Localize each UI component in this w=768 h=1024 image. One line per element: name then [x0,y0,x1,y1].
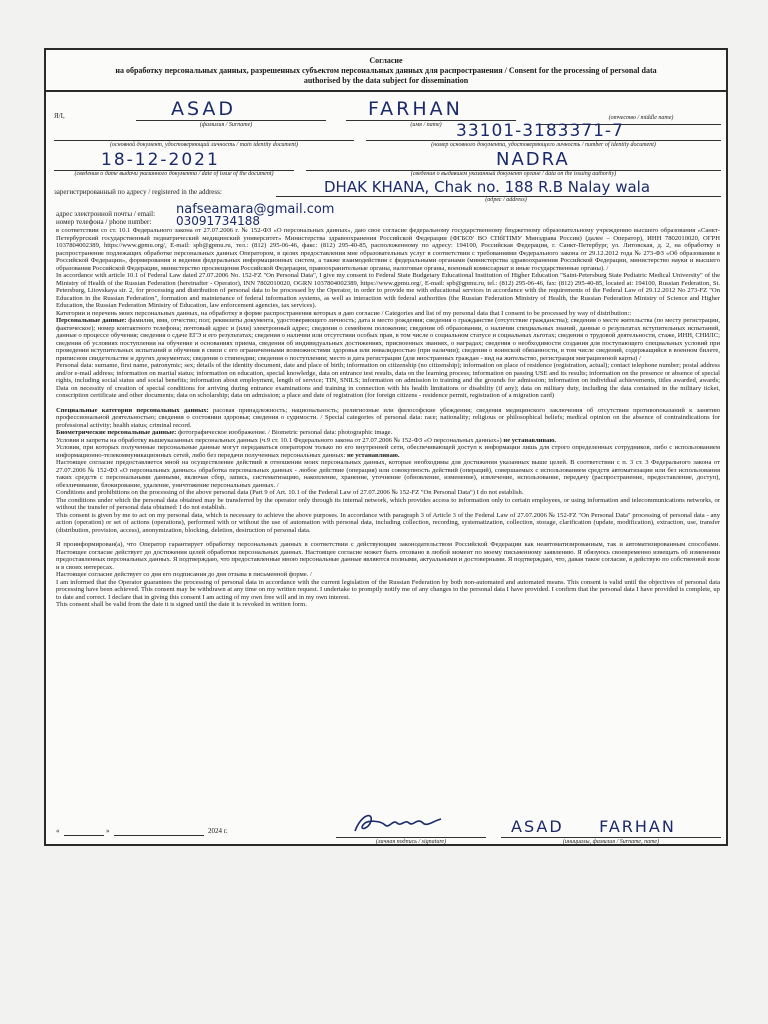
date-year: 2024 г. [208,827,228,835]
personal-data-ru-text: фамилия, имя, отчество; пол; реквизиты документа, удостоверяющего личность; дата и место рождения; сведения о гражданстве (отсутствие гражданства); сведения о месте жительства (по месту регистрации, фактическое); номер контактного телефона; почтовый адрес и (или) электронный адрес; сведения о семейном положении; сведения об образовании, о наличии специальных знаний, данные о результатах вступительных испытаний, данные о процессе обучения; сведения о сдаче ЕГЭ и его результатах; сведения о наличии или отсутствии особых прав, в том числе о социальном статусе и социальных льготах; сведения о трудовой деятельности, стаже, ИНН, СНИЛС; сведения об условиях поступления на обучение и основаниях приема, сведения об индивидуальных достижениях, присвоенных званиях, о наградах; сведения о необходимости создания для поступающего специальных условий при проведении вступительных испытаний и обучения в связи с его ограниченными возможностями здоровья или инвалидностью (при наличии); сведения о воинской обязанности, в том числе сведений, содержащийся в военном билете, приписном свидетельстве и других документах; сведения о стипендии; сведения о поступлении; место и дата регистрации (для иностранных граждан - вид на жительство, регистрация миграционной карты) / [56,317,721,362]
address-caption: (адрес / address) [485,197,527,203]
signer-name-caption: (инициалы, фамилия / Surname, name) [562,839,660,845]
issuer-value: NADRA [496,149,570,170]
i-label: Я/I, [54,112,65,120]
special-categories-label: Специальные категории персональных данных: [56,406,209,414]
conditions-ru-text: Условия и запреты на обработку вышеуказанных персональных данных (ч.9 ст. 10.1 Федерального закона от 27.07.2006 № 152-ФЗ «О персональных данных») [56,436,502,444]
en-intro-paragraph: In accordance with article 10.1 of Federal Law dated 27.07.2006 No. 152-FZ "On Personal Data", I give my consent to Federal State Budgetary Educational Institution of Higher Education "Saint-Petersburg State Pediatric Medical University" of the Ministry of Health of the Russian Federation (hereinafter - Operator), INN 7802010020, OGRN 1037804002389, https://www.gpmu.org/, E-mail: spb@gpmu.ru, tel.: (812) 295-06-46, fax: (812) 295-40-85, located at: 194100, Russian Federation, St. Petersburg, Litovskaya str. 2, for processing and distribution of personal data to be processed by the Operator, in order to provide me with educational services in accordance with the requirements of the Federal Law of 29.12.2012 No 273-FZ "On Education in the Russian Federation", formation and maintenance of federal information systems, as well as interaction with federal authorities (the Russian Federation Ministry of Health, the Russian Federation Ministry of Science and Higher Education, the Russian Federation Ministry of Education, law enforcement agencies, tax services). [56,272,720,309]
ru-intro-paragraph: в соответствии со ст. 10.1 Федерального закона от 27.07.2006 г. № 152-ФЗ «О персональных данных», даю свое согласие федеральному государственному бюджетному образовательному учреждению высшего образования «Санкт-Петербургский государственный педиатрический медицинский университет» Министерства здравоохранения Российской Федерации (ФГБОУ ВО СПбГПМУ Минздрава России) (далее – Оператор), ИНН 7802010020, ОГРН 1037804002389, https://www.gpmu.org/, E-mail: spb@gpmu.ru, тел.: (812) 295-06-46, факс: (812) 295-40-85, расположенному по адресу: 194100, Российская Федерация, г. Санкт-Петербург, ул. Литовская, д. 2, на обработку и распространение подлежащих обработке персональных данных Оператором, в целях предоставления мне образовательных услуг в соответствии с требованиями Федерального закона от 29.12.2012 года № 273-ФЗ «Об образовании в Российской Федерации», формирования и ведения федеральных информационных систем, а также взаимодействия с федеральными органами (министерства здравоохранения Российской Федерации, министерство науки и высшего образования Российской Федерации, министерство просвещения Российской Федерации, правоохранительные органы, налоговые органы, военный комиссариат и иные государственные органы). / [56,227,720,272]
surname-line [136,120,326,121]
acknowledge-ru-paragraph: Я проинформирован(а), что Оператор гарантирует обработку персональных данных в соответствии с действующим законодательством Российской Федерации как неавтоматизированным, так и автоматизированным способами. Настоящее согласие действует до достижения целей обработки персональных данных. Настоящее согласие может быть отозвано в любой момент по моему письменному заявлению. Я обязуюсь своевременно извещать об изменении предоставленных персональных данных. Я подтверждаю, что предоставленные мною персональные данные являются полными, актуальными и достоверными. Я подтверждаю, что, давая такое согласие, я действую по собственной воле и в своих интересах. [56,541,720,571]
form-title: Согласие [369,56,403,65]
validity-en-paragraph: This consent shall be valid from the date it is signed until the date it is revoked in written form. [56,601,307,608]
issue-date-caption: (сведения о дате выдачи указанного документа / date of issue of the document) [74,171,274,177]
biometric-label: Биометрические персональные данные: [56,429,177,436]
signature-line [336,837,486,838]
patronymic-value: 33101-3183371-7 [456,121,624,141]
spacer [56,534,720,541]
transfer-ru-paragraph [56,444,720,459]
conditions-ru-paragraph [56,437,720,445]
date-open-quote: « [56,827,60,835]
consent-en-paragraph: This consent is given by me to act on my personal data, which is necessary to achieve the above purposes. In accordance with paragraph 3 of Article 3 of the Federal Law of 27.07.2006 № 152-FZ "On Personal Data" processing of personal data - any action (operation) or set of actions (operations), performed with or without the use of automation with personal data, including collection, recording, systematization, collection, storage, clarification (update, modification), extraction, use, transfer (distribution, provision, access), anonymization, blocking, deletion, destruction of personal data. [56,511,720,534]
patronymic-caption: (отчество / middle name) [608,115,674,121]
consent-body [56,227,720,609]
conditions-en-paragraph: Conditions and prohibitions on the processing of the above personal data (Part 9 of Art. 10.1 of the Federal Law of 27.07.2006 № 152-FZ "On Personal Data") I do not establish. [56,489,524,496]
email-value: nafseamara@gmail.com [176,202,335,217]
date-day-line [64,835,104,836]
consent-ru-paragraph: Настоящее согласие предоставляется мной на осуществление действий в отношении моих персональных данных, которые необходимы для достижения указанных выше целей. В соответствии с п. 3 ст. 3 Федерального закона от 27.07.2006 № 152-ФЗ «О персональных данных» обработка персональных данных - любое действие (операция) или совокупность действий (операций), совершаемых с использованием средств автоматизации или без использования таких средств с персональными данными, включая сбор, запись, систематизацию, накопление, хранение, уточнение (обновление, изменение), извлечение, использование, передачу (распространение, предоставление, доступ), обезличивание, блокирование, удаление, уничтожение персональных данных. / [56,459,720,489]
personal-data-en-paragraph: Personal data: surname, first name, patronymic; sex; details of the identity document, date and place of birth; information on citizenship (no citizenship); information on place of residence (registration, actual); contact telephone number; postal address and/or e-mail address; information on marital status; information on education, special knowledge, data on entrance test results, data on the learning process; information on passing USE and its results; information on the presence or absence of special rights, including social status and social benefits; information about employment, length of service; TIN, SNILS; information on admission to training and the grounds for admission; information on individual achievements, titles awarded, awards; Data on necessity of creation of special conditions for arriving during entrance examinations and training in connection with his health limitations or disability (if any); data on military duty, including the data contained in the military ticket, conscription certificate and other documents; data on scholarship; data on admission; a place and date of registration (for foreign citizens - residence permit, registration of a migration card) [56,362,720,399]
biometric-text: фотографическое изображение. / Biometric personal data: photographic image. [178,429,393,436]
phone-value: 03091734188 [176,214,260,228]
personal-data-ru-label: Персональные данные: [56,317,127,324]
transfer-ru-answer: не устанавливаю. [346,451,400,459]
spacer [56,400,720,407]
document-number-caption: (номер основного документа, удостоверяющего личность / number of identity document) [431,142,656,148]
document-line [54,140,354,141]
email-label: адрес электронной почты / email: [56,210,156,218]
issuer-caption: (сведения о выдавшем указанный документ органе / data on the issuing authority) [410,171,617,177]
conditions-ru-answer: не устанавливаю. [503,436,557,444]
personal-data-ru-paragraph [56,317,720,362]
acknowledge-en-paragraph: I am informed that the Operator guarantees the processing of personal data in accordance with the current legislation of the Russian Federation by both non-automated and automated means. This consent is valid until the objectives of personal data processing have been achieved. This consent may be withdrawn at any time on my written request. I undertake to promptly notify me of any changes to the personal data I have provided. I confirm that the personal data I have provided is complete, up to date and correct. I declare that in giving this consent I am acting of my own free will and in my own interest. [56,578,720,601]
document-caption: (основной документ, удостоверяющий личность / main identity document) [109,142,299,148]
name-caption: (имя / name) [410,122,442,128]
surname-value: ASAD [171,98,237,120]
categories-paragraph: Категории и перечень моих персональных данных, на обработку в форме распространения которых я даю согласие / Categories and list of my personal data that I consent to be processed by way of distribution:: [56,309,632,317]
special-categories-paragraph [56,407,720,430]
signature-caption: (личная подпись / signature) [375,839,447,845]
phone-label: номер телефона / phone number: [56,218,152,226]
date-close-quote: » [106,827,110,835]
document-number-line [366,140,721,141]
registered-label: зарегистрированный по адресу / registered in the address: [54,188,222,196]
surname-caption: (фамилия / Surname) [199,122,253,128]
consent-form [44,48,728,846]
name-value: FARHAN [368,98,463,120]
date-month-line [114,835,204,836]
signature-image [351,807,446,837]
signer-name-line [501,837,721,838]
form-subtitle-line1: на обработку персональных данных, разрешенных субъектом персональных данных для распространения / Consent for the processing of personal data [115,66,657,75]
address-value: DHAK KHANA, Chak no. 188 R.B Nalay wala [324,178,651,196]
biometric-paragraph [56,429,720,437]
header-separator [46,90,726,92]
special-categories-text: расовая принадлежность; национальность; религиозные или философские убеждения; сведения медицинского заключения об отсутствии противопоказаний к занятию профессиональной деятельностью; сведения о состоянии здоровья; сведения о судимости. / Special categories of personal data: race; nationality; religious or philosophical beliefs; medical opinion on the absence of contraindications for professional activity; health status; criminal record. [56,406,721,429]
signer-name-value: ASAD FARHAN [511,817,676,836]
transfer-en-paragraph: The conditions under which the personal data obtained may be transferred by the operator only through its internal network, which provides access to information only to certain employees, or using information and telecommunications networks, or without the transfer of personal data obtained: I do not establish. [56,496,720,511]
validity-ru-paragraph: Настоящее согласие действует со дня его подписания до дня отзыва в письменной форме. / [56,571,312,578]
issue-date-value: 18-12-2021 [101,150,220,170]
form-subtitle-line2: authorised by the data subject for dissemination [303,76,469,85]
transfer-ru-text: Условия, при которых полученные персональные данные могут передаваться оператором только по его внутренней сети, обеспечивающей доступ к информации лишь для строго определенных сотрудников, либо с использованием информационно-телекоммуникационных сетей, либо без передачи полученных персональных данных: [56,444,720,459]
